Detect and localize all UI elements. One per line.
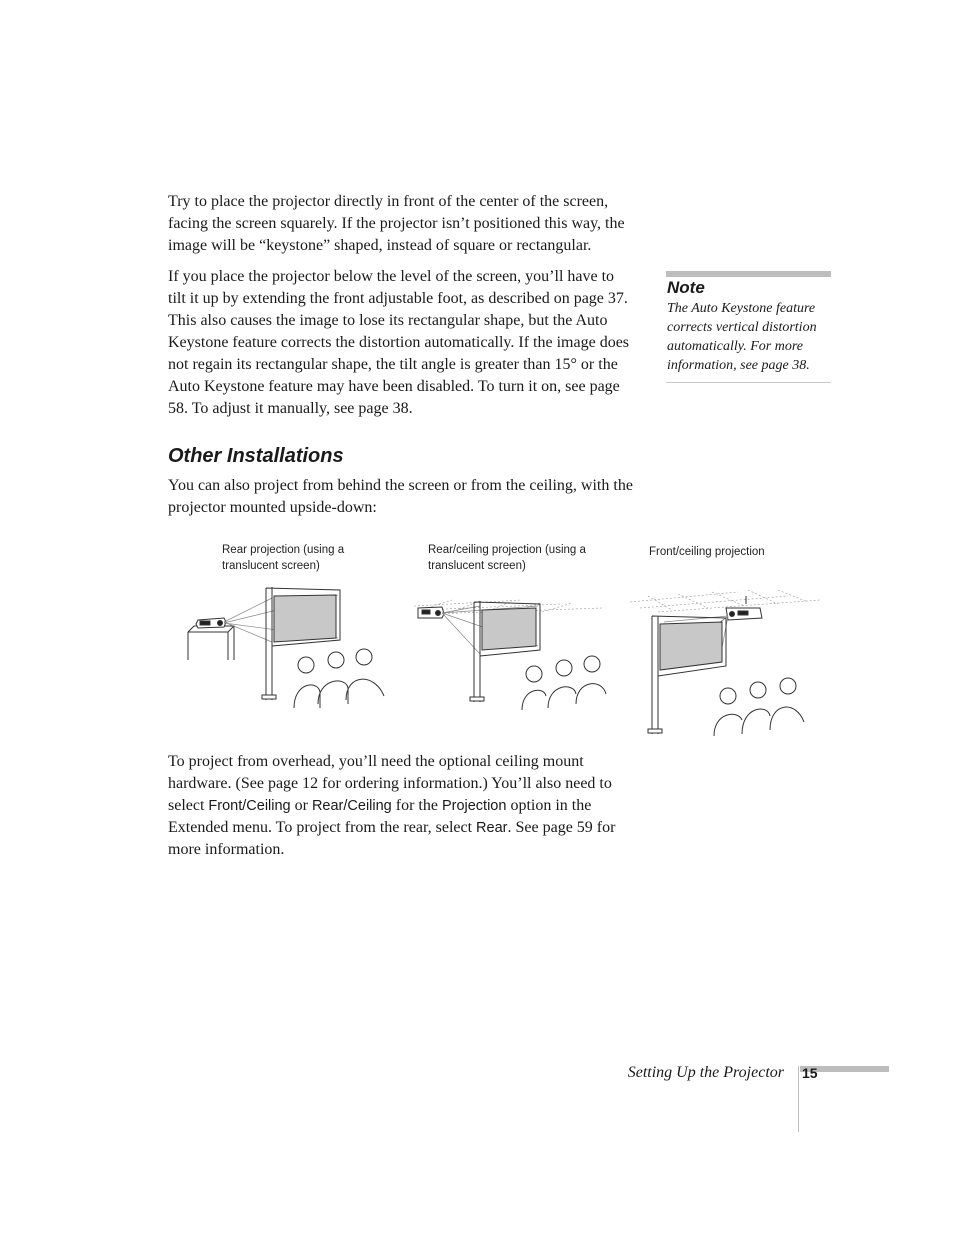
overhead-paragraph (168, 751, 633, 861)
menu-option-rear-ceiling: Rear/Ceiling (311, 798, 392, 814)
menu-option-front-ceiling: Front/Ceiling (208, 798, 291, 814)
overhead-text-4: option in the Extended menu. To project from the rear, select (168, 797, 592, 836)
section-title: Other Installations (168, 445, 344, 467)
caption-rear-ceiling-projection: Rear/ceiling projection (using a translucent screen) (428, 544, 586, 572)
caption-front-ceiling-projection: Front/ceiling projection (649, 546, 765, 558)
rear-ceiling-projection-illustration (412, 598, 617, 713)
caption-rear-projection: Rear projection (using a translucent screen) (222, 544, 345, 572)
footer-vertical-rule (798, 1066, 799, 1132)
note-text: The Auto Keystone feature corrects vertical distortion automatically. For more information, see page 38. (667, 301, 817, 373)
front-ceiling-projection-illustration (628, 586, 828, 738)
note-title: Note (667, 278, 705, 297)
footer-chapter-title: Setting Up the Projector (627, 1064, 784, 1081)
intro-paragraph: Try to place the projector directly in front of the center of the screen, facing the screen squarely. If the projector isn’t positioned this way, the image will be “keystone” shaped, instead of square or rectangular. (168, 193, 625, 254)
overhead-text-2: or (290, 797, 312, 814)
overhead-text-3: for the (391, 797, 442, 814)
note-bottom-rule (666, 382, 831, 383)
menu-option-projection: Projection (441, 798, 507, 814)
overhead-text-1: To project from overhead, you’ll need the optional ceiling mount hardware. (See page 12 for ordering information.) You’ll also need to select (168, 753, 612, 814)
rear-projection-illustration (186, 580, 391, 715)
tilt-paragraph: If you place the projector below the level of the screen, you’ll have to tilt it up by extending the front adjustable foot, as described on page 37. This also causes the image to lose its rectangular shape, but the Auto Keystone feature corrects the distortion automatically. If the image does not regain its rectangular shape, the tilt angle is greater than 15° or the Auto Keystone feature may have been disabled. To turn it on, see page 58. To adjust it manually, see page 38. (168, 268, 630, 417)
menu-option-rear: Rear (476, 820, 508, 836)
overhead-text-5: . See page 59 for more information. (168, 819, 616, 858)
installations-paragraph: You can also project from behind the screen or from the ceiling, with the projector mounted upside-down: (168, 477, 633, 516)
page-number: 15 (802, 1065, 818, 1081)
